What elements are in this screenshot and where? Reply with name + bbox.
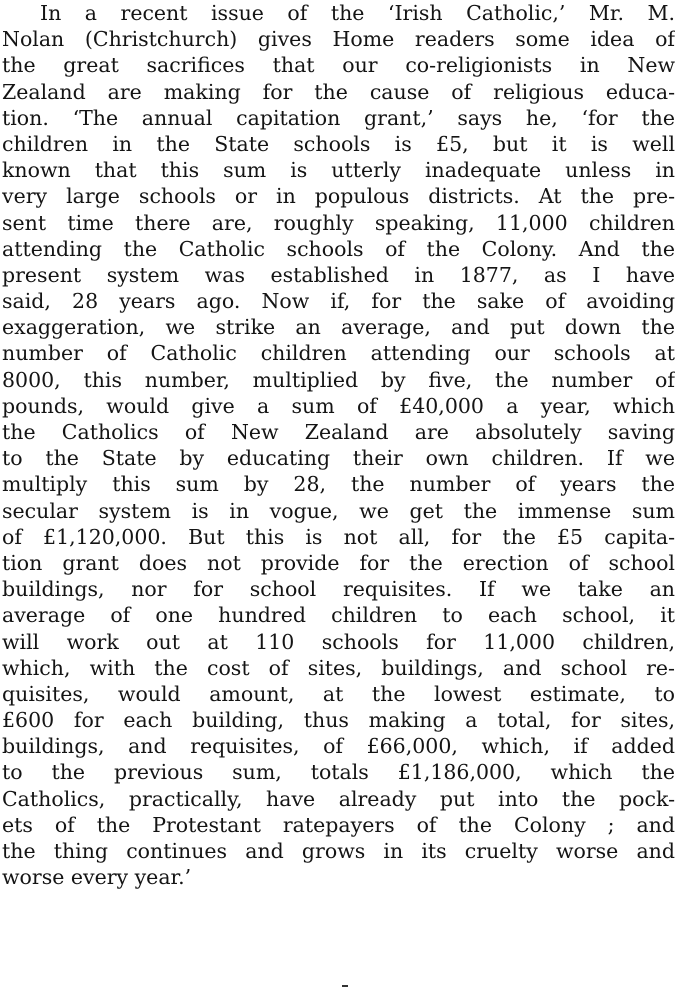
text-line: buildings, nor for school requisites. If we take an — [2, 577, 675, 602]
text-line: Nolan (Christchurch) gives Home readers some idea of — [2, 27, 675, 52]
text-line: the great sacrifices that our co-religionists in New — [2, 53, 675, 78]
text-line: average of one hundred children to each school, it — [2, 603, 675, 628]
text-line: to the previous sum, totals £1,186,000, which the — [2, 760, 675, 785]
text-line: attending the Catholic schools of the Colony. And the — [2, 236, 675, 261]
text-line: secular system is in vogue, we get the immense sum — [2, 498, 675, 523]
text-line: worse every year.’ — [2, 865, 192, 890]
text-line: children in the State schools is £5, but it is well — [2, 131, 675, 156]
text-line: number of Catholic children attending our schools at — [2, 341, 675, 366]
text-line: Catholics, practically, have already put into the pock- — [2, 786, 675, 811]
text-line: multiply this sum by 28, the number of years the — [2, 472, 675, 497]
text-line: very large schools or in populous districts. At the pre- — [2, 184, 675, 209]
text-line: the thing continues and grows in its cruelty worse and — [2, 839, 675, 863]
text-line: to the State by educating their own children. If we — [2, 446, 675, 471]
text-line: known that this sum is utterly inadequate unless in — [2, 158, 675, 183]
text-line: £600 for each building, thus making a total, for sites, — [2, 708, 675, 733]
text-line: sent time there are, roughly speaking, 11,000 children — [2, 210, 675, 235]
text-line: quisites, would amount, at the lowest estimate, to — [2, 681, 675, 706]
text-line: In a recent issue of the ‘Irish Catholic,’ Mr. M. — [40, 1, 675, 25]
text-line: tion grant does not provide for the erection of school — [2, 550, 675, 575]
text-line: pounds, would give a sum of £40,000 a year, which — [2, 393, 675, 418]
text-line: which, with the cost of sites, buildings, and school re- — [2, 655, 675, 680]
text-line: of £1,120,000. But this is not all, for the £5 capita- — [2, 524, 675, 549]
text-line: 8000, this number, multiplied by five, the number of — [2, 367, 675, 392]
text-line: said, 28 years ago. Now if, for the sake of avoiding — [2, 289, 675, 314]
text-line: will work out at 110 schools for 11,000 children, — [2, 629, 675, 654]
text-line: present system was established in 1877, as I have — [2, 262, 675, 287]
text-line: ets of the Protestant ratepayers of the Colony ; and — [2, 812, 675, 837]
trailing-dash-mark — [342, 985, 348, 987]
text-line: tion. ‘The annual capitation grant,’ says he, ‘for the — [2, 105, 675, 130]
text-line: exaggeration, we strike an average, and put down the — [2, 315, 675, 340]
text-line: the Catholics of New Zealand are absolutely saving — [2, 420, 675, 444]
article-body — [2, 0, 675, 890]
text-line: buildings, and requisites, of £66,000, which, if added — [2, 734, 675, 759]
text-line: Zealand are making for the cause of religious educa- — [2, 79, 675, 104]
